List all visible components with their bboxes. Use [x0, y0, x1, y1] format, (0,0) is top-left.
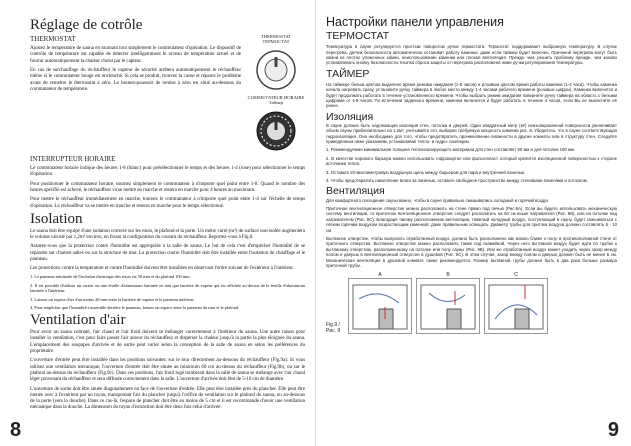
thermostat-caption-fr: THERMOSTAT [260, 33, 291, 39]
paragraph: Температура в сауне регулируется простым поворотом ручки термостата. Термостат поддерживает выбранную температуру. В случае перегрева, датчик безопасности автоматически остановит работу каменки, даже если таймер будет включен. Причиной перегрева могут быть камни из плотно уложенных камни, неиспользование каменки или плохая вентиляция. Прежде чем, решить проблему прежде, чем заново устанавливать кнопку безопасности. Кнопка сброса защиты от перегрева расположена ниже ручки регулирования температуры. [326, 44, 617, 66]
paragraph: Приточное вентиляционное отверстие можно расположить на стене прямо под печью (Рис.9А). Если вы будете использовать механическую систему вентиляции, то приточное вентиляционное отверстие следует располагать на 60 см выше нагревателя (Рис. 9В), или на потолке над нагревателем (Рис. 9С). Благодаря такому расположению вентиляции, тяжёлый холодный воздух, поступающий в сауну, будет смешиваться с лёгким горячим воздухом возрастающим каменкой, даже правильным освещать. Диаметр трубы для притока воздуха должен составлять 5 - 10 см. [326, 205, 617, 233]
paragraph: Assurez-vous que la protection contre l'humidité est appropriée à la salle de sauna. Le but de cela c'est d'empêcher l'humidité de se répandre sur d'autres salles ou sur la structure de mur. La protection contre l'humidité doit être installée entre l'isolation de chauffage et le panneau. [30, 243, 305, 262]
thermostat-subtitle: THERMOSTAT [30, 34, 76, 43]
page-number-left: 8 [10, 419, 22, 441]
figure-label: C [514, 272, 518, 279]
figure-b [416, 278, 480, 334]
isolation-title-ru: Изоляция [326, 110, 374, 123]
list-item: 3. Laissez un espace d'air d'au moins 20 mm entre la barrière de vapeur et le panneau intérieur. [30, 296, 195, 302]
ventilation-title: Ventilation d'air [30, 312, 126, 329]
paragraph: Les protections contre la température et contre l'humidité doivent être installées en observant l'ordre suivant de l'extérieur à l'intérieur. [30, 265, 294, 272]
sauna-diagram-icon [417, 279, 479, 333]
sauna-diagram-icon [349, 279, 411, 333]
page-number-right: 9 [607, 419, 619, 441]
list-item: 1. Рекомендуемая минимальная толщина теплоизолирующего материала для стен составляет 50 мм и для потолка 100 мм. [326, 147, 576, 153]
thermostat-knob-icon [254, 48, 298, 92]
left-title: Réglage de cotrôle [30, 17, 143, 33]
paragraph: L'ouverture de sortie doit être située diagonalement en face de l'ouverture d'entrée. Elle peut être installée près du plancher. Elle peut être menée avec à l'extérieur par un tuyau, transportant l'air du plancher jusqu'à l'orifice de ventilation sur le plafond du sauna, ou au-dessous de la porte (vers la douche). Dans ce cas-là, l'espace de plancher doit être au moins de 5 cm et il est recommandé d'avoir une ventilation mécanique dans la douche. La dimension du tuyau d'extraction doit être deux fois celui d'arrivée. [30, 385, 305, 411]
thermostat-section [30, 34, 305, 154]
isolation-title: Isolation [30, 210, 83, 227]
paragraph: Pour avoir un sauna colmaté, l'air chaud et l'air froid doivent se mélanger correctement à l'intérieur du sauna. Une autre raison pour installer la ventilation, c'est pour faire passer l'air autour du réchauffeur et disperser la chaleur jusqu'à la partie la plus éloignée du sauna. L'emplacement des soupapes d'arrivée et de sortie peut varier selon la conception de la salle de sauna en selon les préférences du propriétaire. [30, 329, 305, 355]
right-page [316, 0, 631, 446]
figure-a [348, 278, 412, 334]
paragraph: Ajustez le température de sauna en tournant tout simplement le commutateur d'opération. Le dispositif de contrôle de température est capable de détecter intelligemment le niveau de température actuel et de fournir automatiquement la chaleur choisi par le capteur. [30, 45, 241, 64]
paragraph: L'ouverture d'entrée peut être installée dans les positions suivantes: sur le mur directement au-dessous du réchauffeur (Fig.9a). Si vous utilisez une ventilation mécanique, l'ouverture d'entrée doit être située au minimum 60 cm au-dessus du réchauffeur (Fig.9b), ou sur le plafond au-dessus du réchauffeur (Fig.9c). Dans ces positions, l'air froid logé tomberait dans la salle de sauna se mélange avec l'air chaud léger provenant du réchauffeur et sera diffusée correctement dans la salle. L'ouverture d'arrivée doit être de 5-10 cm de diamètre. [30, 357, 305, 383]
list-item: 1. Le panneau minimale de l'isolation thermique des murs est 50 mm et du plafond 100 mm. [30, 274, 191, 280]
left-page [0, 0, 315, 446]
timer-caption-fr: COMMUTATEUR HORAIRE [247, 94, 305, 100]
thermostat-subtitle-ru: ТЕРМОСТАТ [326, 30, 390, 43]
list-item: 2. Il est possible d'utiliser un carton ou une feuille d'aluminium laminée en tant que barrière de vapeur qui est affichée au-dessus de la feuille d'aluminium laminée à l'intérieur. [30, 282, 305, 294]
timer-knob-icon [254, 109, 298, 153]
paragraph: Le commutateur horaire indique des heures 1-8 (blanc) pour présélectionner le temps et des heures 1-4 (rose) pour sélectionner le temps d'opération. [30, 165, 305, 178]
figure-label: A [378, 272, 382, 279]
ventilation-title-ru: Вентиляция [326, 185, 385, 198]
figure-c [484, 278, 548, 334]
control-knobs [247, 34, 305, 154]
right-title: Настройки панели управления [326, 15, 504, 29]
figure-caption: Fig.9 / Рис. 9 [326, 322, 341, 335]
list-item: 4. Чтобы предотвратить накопление влаги за панелью, оставьте свободное пространство между стеновыми панелями и потолком. [326, 178, 588, 184]
paragraph: В сауне должна быть надлежащая изоляция стен, потолка и дверей. Один квадратный метр (м²) неизолированной поверхности увеличивает объем сауны приблизительно на 1,2м³, учитывайте это, выбирая требуемую мощность каменки рис. 8. Убедитесь, что в сауне соответствующая гидроизоляция. Она необходима для того, чтобы предотвратить проникновение влажности в другие комнаты или в структуру стен. Следуйте приведённым ниже указаниям, устанавливая тепло- и гидро- изоляцию. [326, 122, 617, 145]
list-item: 4. Pour empêcher que l'humidité s'assemble derrière le panneau, laissez un espace entre le panneau du mur et le plafond. [30, 305, 240, 311]
ventilation-figures [326, 272, 617, 334]
thermostat-caption-ru: ТЕРМОСТАТ [262, 38, 290, 44]
timer-caption-ru: Таймер [268, 99, 284, 105]
paragraph: Pour positionner le commutateur horaire, tournez simplement le commutateur à n'importe quel point entre 1-8. Quand le nombre des heures spécifié est achevé, le réchauffeur va se mettre en marche et restera en marche pour 4 heures au maximum. [30, 180, 305, 193]
sauna-diagram-icon [485, 279, 547, 333]
list-item: 3. Оставьте 20-миллиметровую воздушную щель между барьером для пара и внутренней панелью. [326, 169, 526, 175]
paragraph: Вытяжное отверстие, чтобы выпускать отработанный воздух, должно быть расположено как можно ближе к полу, в противоположной стене от приточного отверстия. Вытяжное отверстие можно расположить также под скамейкой. Через него вытяжной воздух будет идти по трубке к вытяжному отверстию, расположенному на потолке или полу сауны (Рис. 9В). Или же отработанный воздух может уходить через зазор между полом и дверью в вентиляционный отверстие в душевой (Рис. 9С). В этом случае, зазор между полом и дверью должен быть не менее 5 см. Механическая вентиляция в душевой комнате также рекомендуется. Размер вытяжной трубы должен быть в два раза больше размера приточной трубы. [326, 235, 617, 268]
paragraph: En cas de surchauffage du réchauffeur le capteur de sécurité arrêtera automatiquement le réchauffeur même si le commutateur bouge est enclenché. Si cela se produit, trouvez la cause et réparez le problème avant de remettre le thermostat à zéro. Le bouton-poussoir de remise à zéro est situé au-dessous du commutateur de température. [30, 66, 241, 92]
paragraph: Для комфортного посещения сауны важно, чтобы в сауне правильно смешивались холодный и горячий воздух. [326, 197, 550, 203]
paragraph: Le sauna doit être équipé d'une isolation correcte sur les murs, le plafond et la porte. Un mètre carré (m²) de surface non-isolée augmentera le volume calculé par 1,2m³ environ, en fixant la configuration du courant du réchauffeur. Reportez-vous à Fig.8. [30, 227, 305, 240]
paragraph: Pour mettre le réchauffeur immédiatement en marche, tournez le commutateur à n'importe quel point entre 1-4 sur l'échelle de temps d'opération. Le réchauffeur va se mettre en marche et restera en marche pour le temps sélectionné. [30, 196, 305, 209]
list-item: 2. В качестве парового барьера можно использовать гофрокартон или фольгопласт, который крепится изоляционной поверхностью к стороне источника тепла. [326, 155, 617, 167]
paragraph: На таймере белым цветом выделено время режима ожидания (1-8 часов) и розовым цветом время работы каменки (1-4 часа). Чтобы каменка начала нагревать сразу, установите ручку таймера в любое место между 1-4 часами рабочего времени (розовые цифры). Каменка включится и будет продолжать работать в течение установленного времени. Чтобы выбрать режим ожидания поверните ручку таймера на область с белыми цифрами от 1-8 часов. По истечении заданного времени, каменка включится и будет работать в течение 4 часов, если Вы ее выключите её ранее. [326, 81, 617, 109]
figure-label: B [446, 272, 450, 279]
timer-title-ru: ТАЙМЕР [326, 67, 370, 80]
interrupteur-title: INTERRUPTEUR HORAIRE [30, 154, 116, 163]
